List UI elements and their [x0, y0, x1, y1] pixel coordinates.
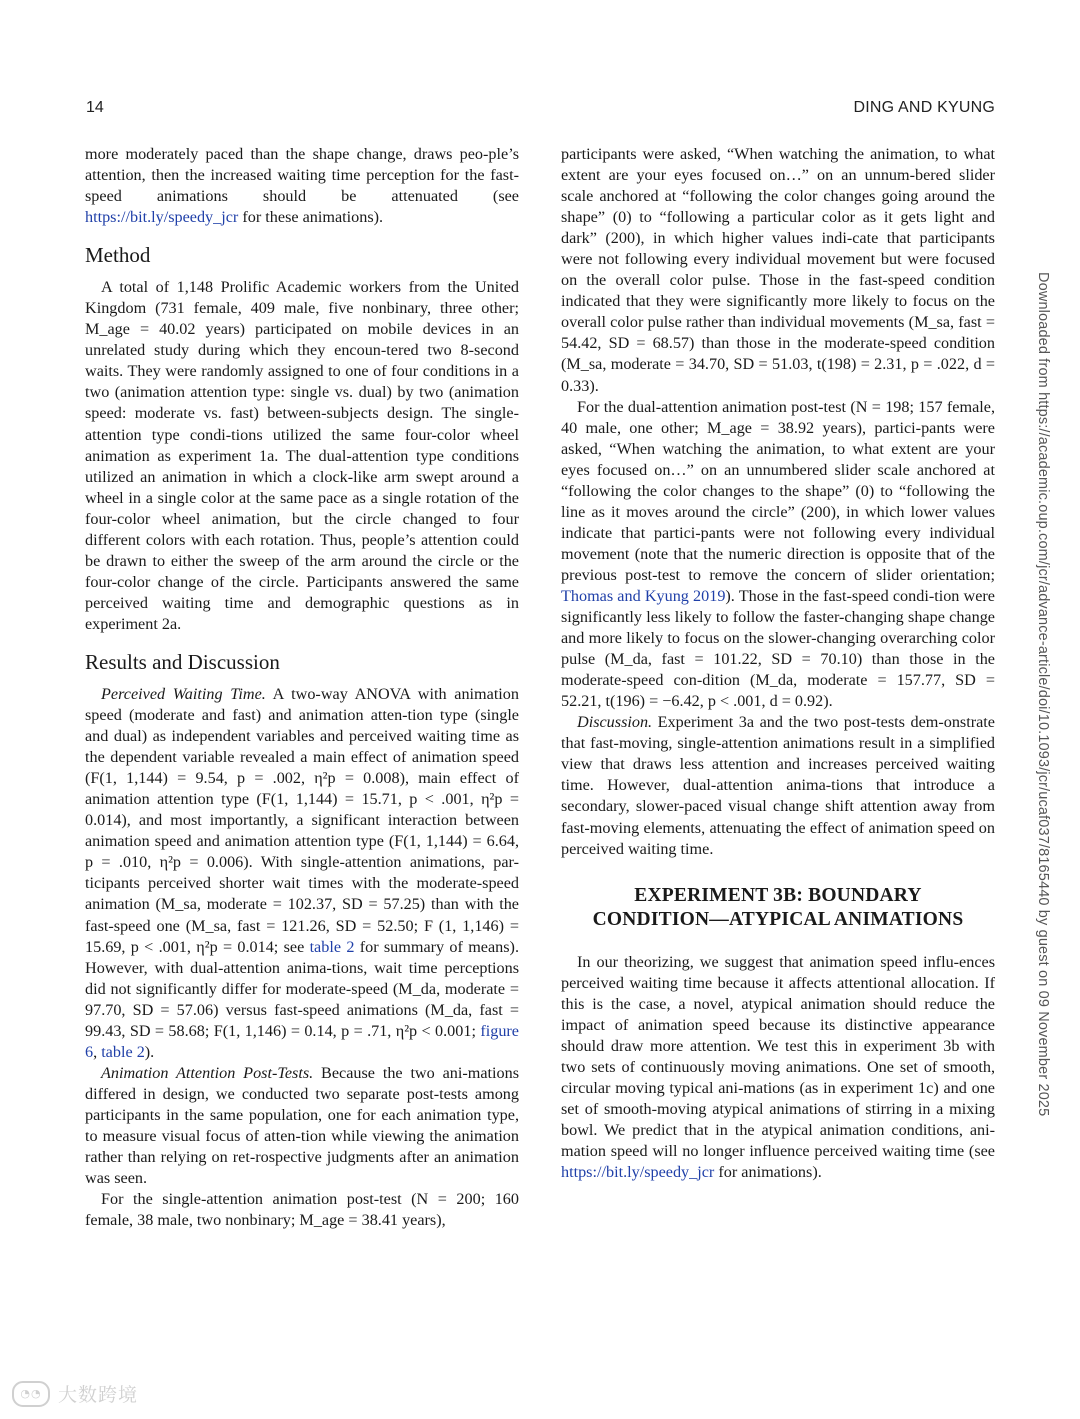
theory-text-pre: In our theorizing, we suggest that animation speed influ-ences perceived waiting time because it affects attentional allocation. If this is the case, a novel, atypical animation should reduce the impact of animation speed because its distinctive appearance should draw more attention. We test this in experiment 3b with two sets of continuously moving animations. One set of smooth, circular moving typical ani-mations (as in experiment 1c) and one set of smooth-moving atypical animations of stirring in a mixing bowl. We predict that in the atypical animation conditions, ani-mation speed will no longer influence perceived waiting time (see	[561, 952, 995, 1161]
dual-text-post: ). Those in the fast-speed condi-tion were significantly less likely to follow the faster-changing shape change and more likely to focus on the slower-changing overarching color pulse (M_da, fast = 101.22, SD = 70.10) than those in the moderate-speed con-dition (M_da, moderate = 157.77, SD = 52.21, t(196) = −6.42, p < .001, d = 0.92).	[561, 586, 995, 711]
theory-paragraph	[561, 952, 995, 1184]
exp-heading-line1: EXPERIMENT 3B: BOUNDARY	[634, 884, 922, 906]
left-column	[85, 144, 519, 1231]
perceived-waiting-paragraph	[85, 684, 519, 1063]
post-tests-paragraph	[85, 1063, 519, 1189]
single-attention-paragraph-cont: participants were asked, “When watching the animation, to what extent are your eyes focused on…” on an unnum-bered slider scale anchored at “following the color changes going around the shape” (0) to “following a particular color as it gets light and dark” (200), in which higher values indi-cate that participants were not following every individual movement but were focused on the overall color pulse. Those in the fast-speed condition indicated that they were significantly more likely to focus on the overall color pulse rather than individual movements (M_sa, fast = 54.42, SD = 68.57) than those in the moderate-speed condition (M_sa, moderate = 34.70, SD = 51.03, t(198) = 2.31, p = .022, d = 0.33).	[561, 145, 995, 395]
single-attention-paragraph-start: For the single-attention animation post-test (N = 200; 160 female, 38 male, two nonbinary; M_age = 38.41 years),	[85, 1190, 519, 1230]
pwt-label: Perceived Waiting Time.	[101, 684, 266, 703]
experiment-3b-heading	[561, 884, 995, 932]
discussion-paragraph	[561, 712, 995, 859]
intro-paragraph	[85, 144, 519, 228]
table-2-link-second[interactable]: table 2	[101, 1042, 145, 1061]
method-paragraph: A total of 1,148 Prolific Academic workers from the United Kingdom (731 female, 409 male, five nonbinary, three other; M_age = 40.02 years) participated on mobile devices in an unrelated study during which they encoun-tered two 8-second waits. They were randomly assigned to one of four conditions in a two (animation attention type: single vs. dual) by two (animation speed: moderate vs. fast) between-subjects design. The single-attention type condi-tions utilized the same four-color wheel animation as experiment 1a. The dual-attention type conditions utilized an animation in which a clock-like arm swept around a wheel in a single color at the same pace as a single rotation of the four-color wheel animation, but the circle changed to four different colors with each rotation. Thus, people’s attention could be drawn to either the sweep of the arm around the circle or the four-color change of the circle. Participants answered the same perceived waiting time and demographic questions as in experiment 2a.	[85, 278, 519, 633]
table-2-link[interactable]: table 2	[309, 937, 355, 956]
aapt-text: Because the two ani-mations differed in design, we conducted two separate post-tests among participants in the same population, one for each animation type, to measure visual focus of atten-tion while viewing the animation rather than relying on ret-rospective judgments after an animation was seen.	[85, 1063, 519, 1188]
intro-text-pre: more moderately paced than the shape change, draws peo-ple’s attention, then the increased waiting time perception for the fast-speed animations should be attenuated (see	[85, 145, 519, 206]
aapt-label: Animation Attention Post-Tests.	[101, 1063, 314, 1082]
thomas-kyung-link[interactable]: Thomas and Kyung 2019	[561, 586, 726, 605]
page-number: 14	[86, 99, 104, 116]
method-heading: Method	[85, 243, 151, 268]
right-column	[561, 144, 995, 1183]
speedy-link-second[interactable]: https://bit.ly/speedy_jcr	[561, 1163, 715, 1182]
dual-attention-paragraph	[561, 397, 995, 713]
theory-text-post: for animations).	[714, 1163, 822, 1182]
discussion-text: Experiment 3a and the two post-tests dem-onstrate that fast-moving, single-attention animations result in a simplified view that draws less attention and increases perceived waiting time. However, dual-attention anima-tions that introduce a secondary, slower-paced visual change shift attention away from fast-moving elements, attenuating the effect of animation speed on perceived waiting time.	[561, 713, 995, 858]
discussion-label: Discussion.	[577, 713, 653, 732]
exp-heading-line2: CONDITION—ATYPICAL ANIMATIONS	[592, 908, 964, 930]
pwt-mid-text: for summary of means). However, with dual-attention anima-tions, wait time perceptions did not significantly differ for moderate-speed (M_da, moderate = 97.70, SD = 57.06) versus fast-speed animations (M_da, fast = 99.43, SD = 58.68; F(1, 1,146) = 0.14, p = .71, η²p < 0.001;	[85, 937, 519, 1040]
figure-6-link[interactable]: figure 6	[85, 1021, 519, 1061]
pwt-separator: ,	[93, 1042, 102, 1061]
intro-text-post: for these animations).	[238, 208, 384, 227]
download-note: Downloaded from https://academic.oup.com/jcr/advance-article/doi/10.1093/jcr/ucaf037/8165440 by guest on 09 November 2025	[1035, 272, 1051, 1117]
running-head: DING AND KYUNG	[853, 99, 995, 116]
watermark-logo-icon: ◔◔	[12, 1381, 50, 1407]
results-heading: Results and Discussion	[85, 649, 280, 674]
watermark	[12, 1380, 138, 1407]
pwt-end: ).	[144, 1042, 155, 1061]
speedy-link[interactable]: https://bit.ly/speedy_jcr	[85, 208, 239, 227]
pwt-text: A two-way ANOVA with animation speed (moderate and fast) and animation atten-tion type (single and dual) as independent variables and perceived waiting time as the dependent variable revealed a main effect of animation speed (F(1, 1,144) = 9.54, p = .002, η²p = 0.008), main effect of animation attention type (F(1, 1,144) = 15.71, p < .001, η²p = 0.014), and most importantly, a significant interaction between animation speed and animation attention type (F(1, 1,144) = 6.64, p = .010, η²p = 0.006). With single-attention animations, par-ticipants perceived shorter wait times with the moderate-speed animation (M_sa, moderate = 102.37, SD = 57.25) than with the fast-speed one (M_sa, fast = 121.26, SD = 52.50; F (1, 1,146) = 15.69, p < .001, η²p = 0.014; see	[85, 684, 519, 956]
watermark-text: 大数跨境	[58, 1384, 139, 1406]
dual-text-pre: For the dual-attention animation post-test (N = 198; 157 female, 40 male, one other; M_age = 38.92 years), partici-pants were asked, “When watching the animation, to what extent are your eyes focused on…” on an unnumbered slider scale anchored at “following the color changes to the shape” (0) to “following the line as it moves around the circle” (200), in which lower values indicate that partici-pants were not following every individual movement (note that the numeric direction is opposite that of the previous post-test to remove the concern of slider orientation;	[561, 397, 995, 584]
